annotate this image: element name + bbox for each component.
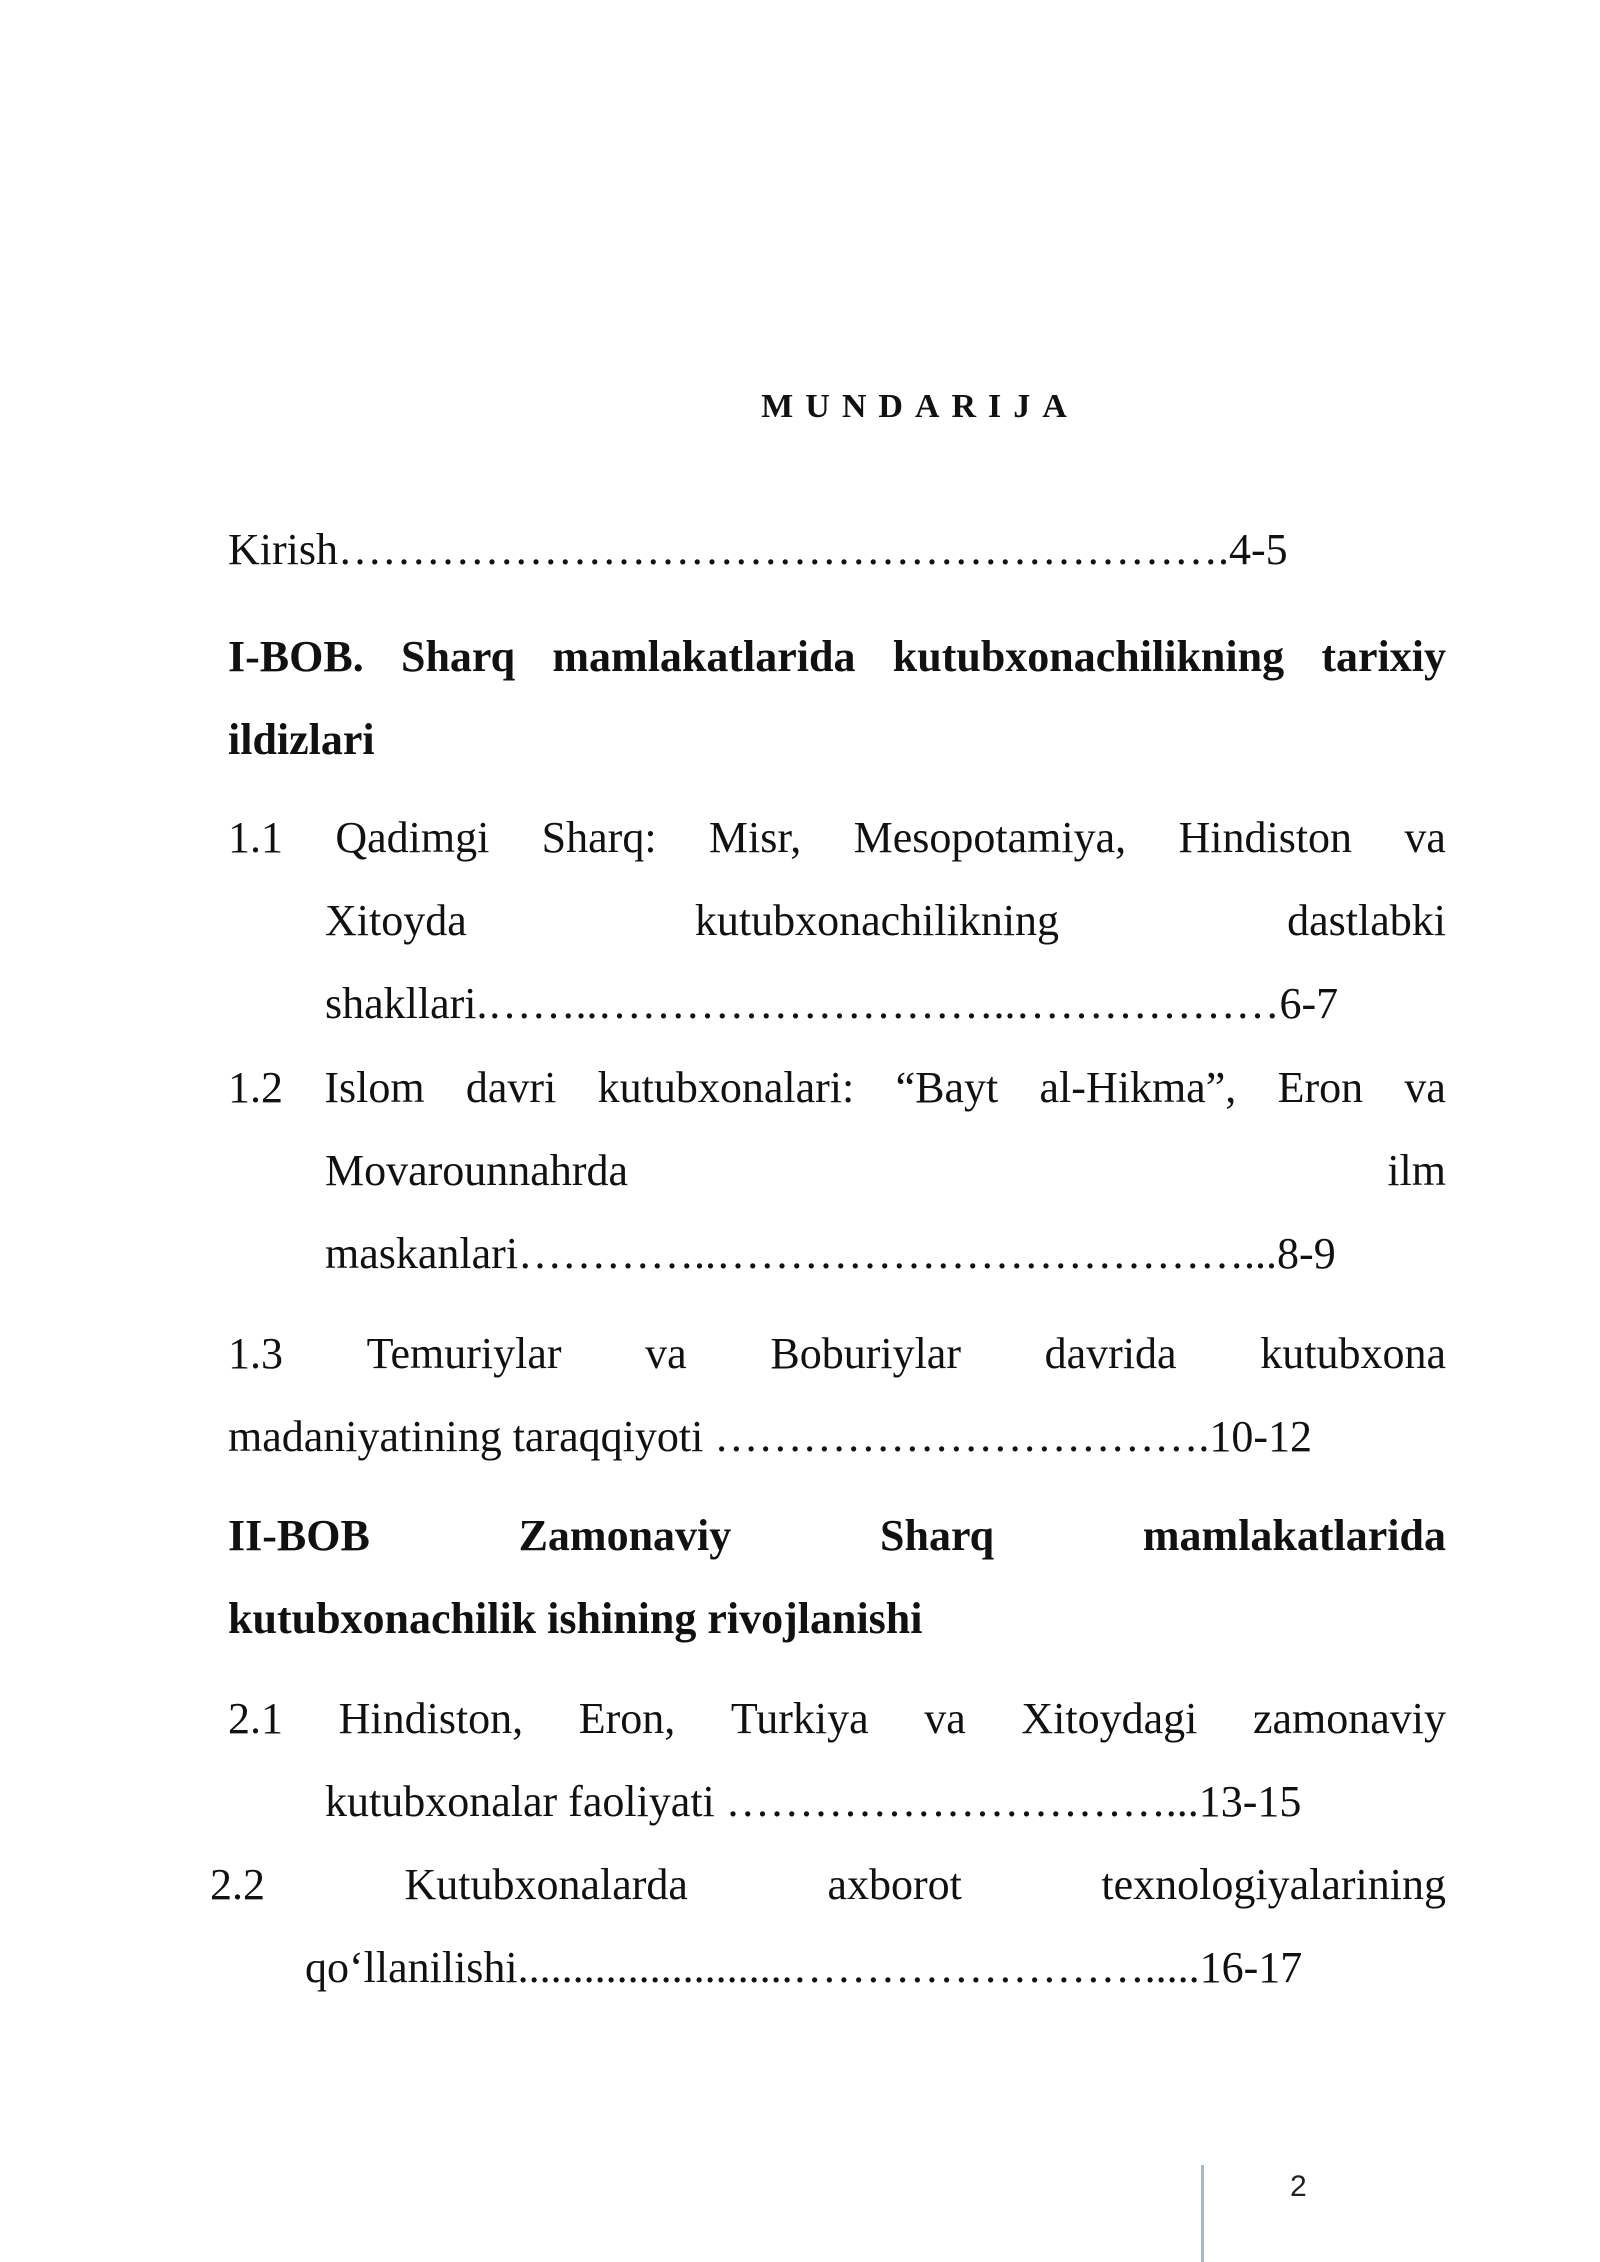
toc-chapter-1-line-1: I-BOB. Sharq mamlakatlarida kutubxonachilikning tarixiy [228,632,1446,681]
toc-section-1-3-line-2: madaniyatining taraqqiyoti …………………………….10-12 [228,1412,1312,1461]
toc-entry-kirish [228,520,1288,580]
page-title: MUNDARIJA [761,388,1079,425]
toc-section-1-1-line-2: Xitoyda kutubxonachilikning dastlabki [325,896,1446,945]
footer-divider [1201,2165,1204,2262]
toc-section-1-1-line-1: 1.1 Qadimgi Sharq: Misr, Mesopotamiya, Hindiston va [228,813,1446,862]
toc-chapter-1-line-2: ildizlari [228,715,375,764]
toc-section-1-2-line-2: Movarounnahrda ilm [325,1146,1446,1195]
page-number: 2 [1290,2170,1307,2203]
toc-kirish-label: Kirish [228,525,338,574]
toc-section-2-2-line-1: 2.2 Kutubxonalarda axborot texnologiyalarining [210,1860,1446,1909]
toc-section-2-2-line-2: qo‘llanilishi.........................…………………….....16-17 [305,1943,1303,1992]
toc-chapter-2-line-1: II-BOB Zamonaviy Sharq mamlakatlarida [228,1511,1446,1560]
toc-section-2-1-line-1: 2.1 Hindiston, Eron, Turkiya va Xitoydagi zamonaviy [228,1694,1446,1743]
toc-kirish-pages: .4-5 [1218,525,1288,574]
toc-section-1-2-line-3: maskanlari…………..………………………………...8-9 [325,1229,1336,1278]
toc-chapter-2-line-2: kutubxonachilik ishining rivojlanishi [228,1594,923,1643]
toc-section-1-2-line-1: 1.2 Islom davri kutubxonalari: “Bayt al-Hikma”, Eron va [228,1063,1446,1112]
toc-section-2-1-line-2: kutubxonalar faoliyati …………………………...13-15 [325,1777,1302,1826]
toc-kirish-dots: …………………………………………………… [338,525,1218,574]
toc-section-1-1-line-3: shakllari.……..………………………..………………6-7 [325,979,1339,1028]
toc-section-1-3-line-1: 1.3 Temuriylar va Boburiylar davrida kutubxona [228,1329,1446,1378]
